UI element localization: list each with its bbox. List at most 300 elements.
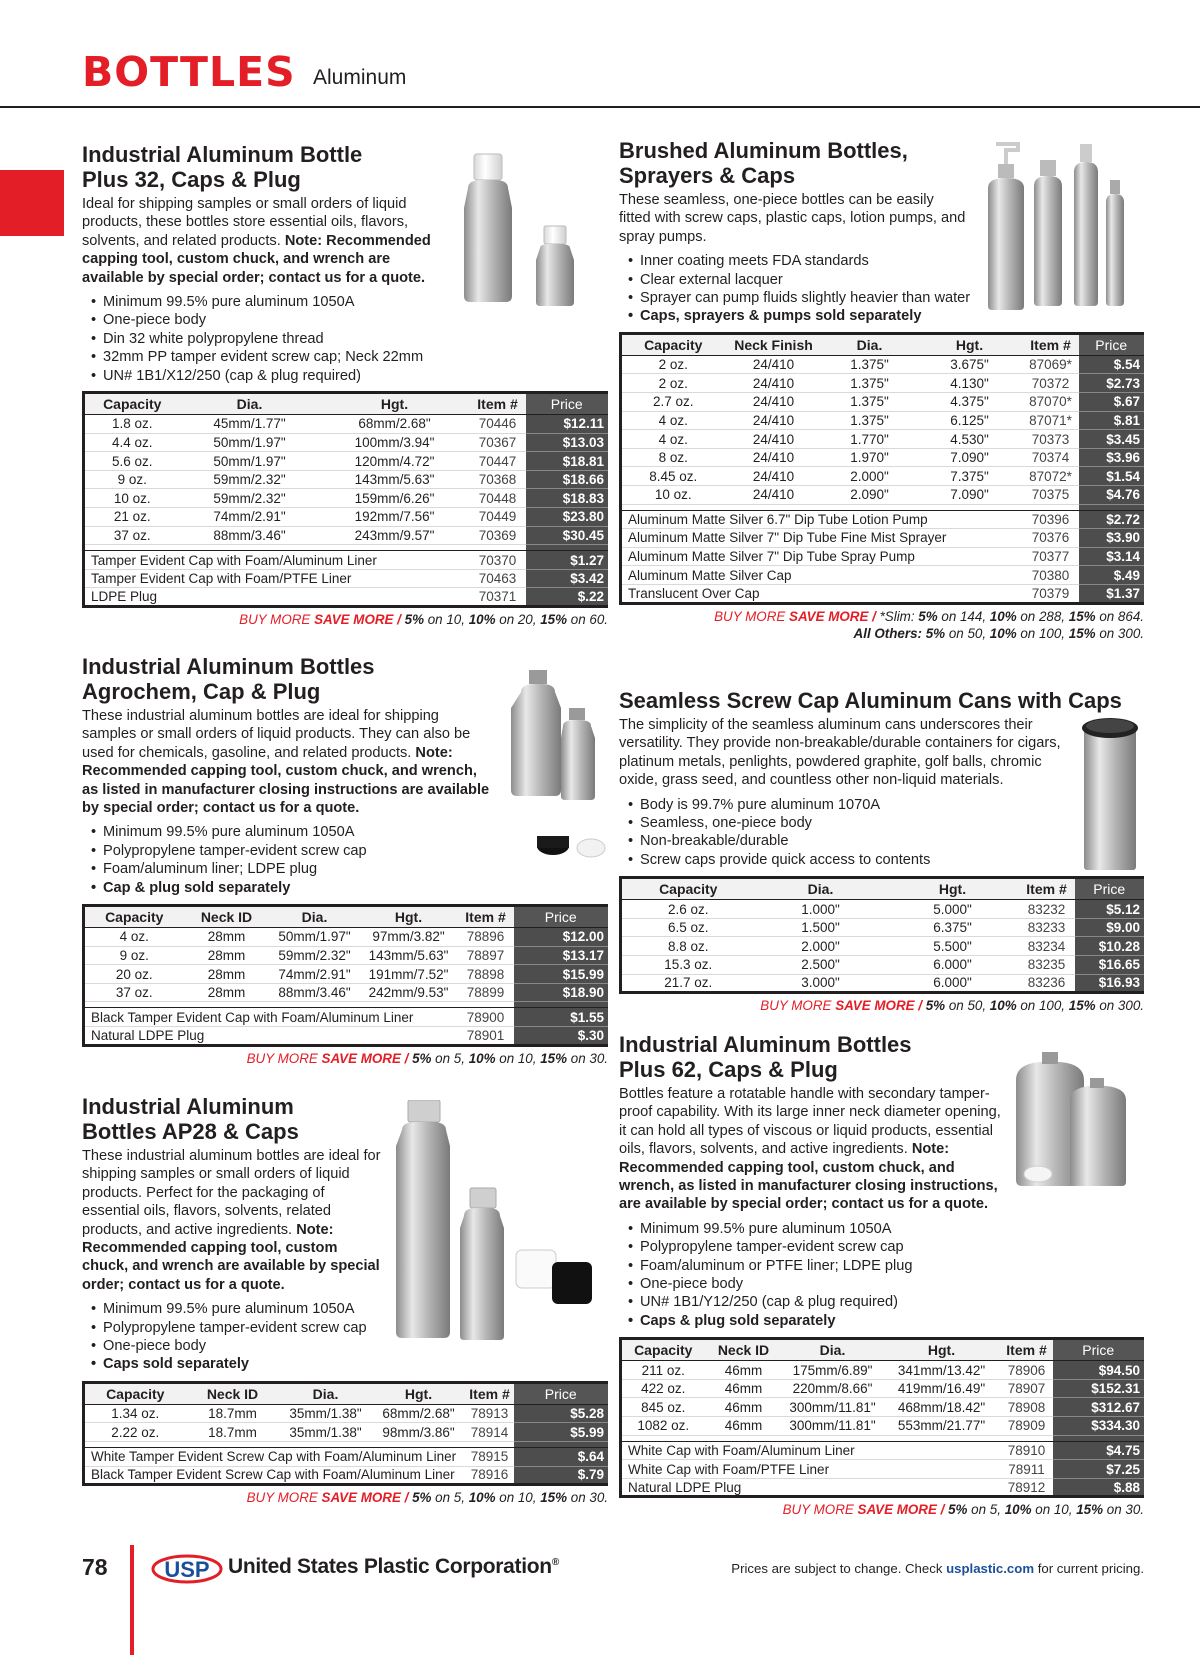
text-span: Prices are subject to change. Check	[731, 1561, 943, 1576]
spec-table	[82, 904, 608, 1047]
feature-list	[628, 796, 1144, 870]
bottle-plus32-image	[460, 148, 600, 308]
table-cell: 46mm	[705, 1417, 783, 1436]
feature-item: • Caps sold separately	[91, 1355, 391, 1373]
text-span: The simplicity of the seamless aluminum cans underscores their versatility. They provide non-breakable/durable containers for cigars, platinum metals, penlights, powdered graphite, golf balls, chromic oxide, grass seed, and countless other non-liquid materials.	[619, 717, 1061, 789]
text-span: Note: Recommended capping tool, custom chuck, and wrench are available by special order; contact us for a quote.	[82, 232, 431, 286]
feature-item: • Seamless, one-piece body	[628, 814, 1144, 832]
text-span: 15%	[540, 612, 568, 627]
text-span: on 5,	[435, 1050, 465, 1066]
table-cell: Translucent Over Cap	[621, 584, 1023, 603]
item-number-cell: 70448	[470, 489, 526, 508]
table-cell: 553mm/21.77"	[883, 1417, 1001, 1436]
text-span: Bottles AP28 & Caps	[82, 1119, 299, 1144]
volume-discount	[82, 1489, 608, 1506]
table-cell: 6.5 oz.	[621, 918, 755, 937]
table-row	[621, 448, 1145, 467]
column-header: Price	[526, 393, 609, 415]
text-span: Plus 62, Caps & Plug	[619, 1057, 838, 1082]
feature-item: • 32mm PP tamper evident screw cap; Neck 22mm	[91, 348, 608, 366]
table-cell: 100mm/3.94"	[320, 433, 470, 452]
section-description	[82, 195, 437, 287]
price-cell: $.64	[514, 1448, 609, 1467]
price-cell: $3.45	[1079, 430, 1145, 449]
table-cell: 4.130"	[917, 374, 1023, 393]
price-cell: $.22	[526, 588, 609, 607]
column-header: Neck ID	[186, 1382, 280, 1404]
table-row	[621, 393, 1145, 412]
item-number-cell: 70449	[470, 508, 526, 527]
table-row	[84, 906, 609, 928]
table-cell: 9 oz.	[84, 470, 180, 489]
table-cell: Aluminum Matte Silver Cap	[621, 566, 1023, 585]
table-cell: 74mm/2.91"	[180, 508, 320, 527]
accessory-row	[621, 1441, 1145, 1460]
item-number-cell: 70368	[470, 470, 526, 489]
table-cell: 9 oz.	[84, 946, 184, 965]
table-cell: 120mm/4.72"	[320, 452, 470, 471]
text-span: on 30.	[1106, 1502, 1144, 1518]
table-cell: 2.500"	[755, 956, 887, 975]
table-cell: 1.375"	[823, 355, 917, 374]
table-row	[84, 526, 609, 545]
item-number-cell: 78914	[466, 1423, 514, 1442]
text-span: BUY MORE	[239, 612, 311, 627]
table-cell: 468mm/18.42"	[883, 1398, 1001, 1417]
table-cell: 8.8 oz.	[621, 937, 755, 956]
table-cell: 35mm/1.38"	[280, 1423, 372, 1442]
table-cell: 4.4 oz.	[84, 433, 180, 452]
item-number-cell: 78898	[458, 965, 514, 984]
spec-table	[619, 332, 1144, 605]
price-cell: $16.93	[1075, 974, 1145, 993]
accessory-row	[621, 566, 1145, 585]
table-cell: Black Tamper Evident Cap with Foam/Aluminum Liner	[84, 1008, 458, 1027]
price-cell: $12.11	[526, 415, 609, 434]
bottle-plus62-image	[1010, 1050, 1140, 1190]
price-cell: $312.67	[1053, 1398, 1145, 1417]
item-number-cell: 70380	[1023, 566, 1079, 585]
text-span: 10%	[989, 998, 1017, 1014]
item-number-cell: 78896	[458, 928, 514, 947]
price-cell: $5.12	[1075, 900, 1145, 919]
volume-discount	[619, 1501, 1144, 1518]
table-row	[621, 1398, 1145, 1417]
text-span: on 30.	[570, 1490, 608, 1506]
table-cell: 211 oz.	[621, 1361, 705, 1380]
table-cell: 88mm/3.46"	[270, 983, 360, 1002]
feature-item: • Sprayer can pump fluids slightly heavier than water	[628, 289, 978, 307]
text-span: These industrial aluminum bottles are ideal for shipping samples or small orders of liquid products. They can also be used for chemicals, gasoline, and related products.	[82, 708, 471, 761]
usp-logo-icon	[150, 1552, 224, 1586]
feature-item: • Din 32 white polypropylene thread	[91, 330, 608, 348]
table-cell: 35mm/1.38"	[280, 1404, 372, 1423]
item-number-cell: 78897	[458, 946, 514, 965]
table-cell: 1.8 oz.	[84, 415, 180, 434]
feature-item: • Inner coating meets FDA standards	[628, 252, 978, 270]
price-cell: $9.00	[1075, 918, 1145, 937]
section-description	[619, 716, 1069, 790]
table-cell: 97mm/3.82"	[360, 928, 458, 947]
column-header: Price	[1079, 333, 1145, 355]
table-row	[84, 393, 609, 415]
table-cell: 21 oz.	[84, 508, 180, 527]
table-cell: 143mm/5.63"	[320, 470, 470, 489]
table-cell: 7.090"	[917, 448, 1023, 467]
accessory-row	[621, 529, 1145, 548]
price-cell: $.30	[514, 1027, 609, 1046]
accessory-row	[84, 551, 609, 570]
price-cell: $.49	[1079, 566, 1145, 585]
table-cell: 4 oz.	[621, 430, 725, 449]
accessory-row	[84, 1466, 609, 1485]
price-cell: $4.76	[1079, 486, 1145, 505]
text-span: on 100,	[1020, 998, 1066, 1014]
table-cell: 422 oz.	[621, 1379, 705, 1398]
section-description	[619, 191, 969, 246]
text-span: Industrial Aluminum	[82, 1094, 294, 1119]
table-cell: 1.375"	[823, 393, 917, 412]
column-header: Hgt.	[883, 1339, 1001, 1361]
text-span: on 144,	[941, 608, 987, 624]
feature-item: • Polypropylene tamper-evident screw cap	[628, 1238, 1144, 1256]
table-cell: 20 oz.	[84, 965, 184, 984]
table-cell: 28mm	[184, 946, 270, 965]
item-number-cell: 78901	[458, 1027, 514, 1046]
table-cell: 4.375"	[917, 393, 1023, 412]
table-cell: Aluminum Matte Silver 7" Dip Tube Spray Pump	[621, 547, 1023, 566]
text-span: SAVE MORE /	[857, 1502, 945, 1518]
text-span: 5%	[925, 625, 946, 641]
item-number-cell: 87072*	[1023, 467, 1079, 486]
column-header: Neck Finish	[725, 333, 823, 355]
price-cell: $4.75	[1053, 1441, 1145, 1460]
feature-item: • Cap & plug sold separately	[91, 879, 608, 897]
table-cell: 24/410	[725, 411, 823, 430]
text-span: on 864.	[1099, 608, 1144, 624]
table-cell: 50mm/1.97"	[180, 433, 320, 452]
column-header: Dia.	[180, 393, 320, 415]
column-header: Hgt.	[320, 393, 470, 415]
column-header: Hgt.	[360, 906, 458, 928]
text-span: 15%	[1068, 608, 1096, 624]
company-name	[228, 1555, 559, 1579]
item-number-cell: 78907	[1001, 1379, 1053, 1398]
text-span: BUY MORE	[782, 1502, 854, 1518]
table-cell: 2.22 oz.	[84, 1423, 186, 1442]
table-cell: 191mm/7.52"	[360, 965, 458, 984]
text-span: Ideal for shipping samples or small orders of liquid products, these bottles store essential oils, flavors, solvents, and related products.	[82, 196, 409, 249]
price-cell: $5.99	[514, 1423, 609, 1442]
usp-logo-text: USP	[164, 1557, 210, 1582]
column-header: Capacity	[621, 878, 755, 900]
table-row	[84, 470, 609, 489]
table-cell: 18.7mm	[186, 1404, 280, 1423]
table-cell: 98mm/3.86"	[372, 1423, 466, 1442]
usplastic-link[interactable]: usplastic.com	[946, 1561, 1035, 1576]
column-header: Dia.	[270, 906, 360, 928]
feature-item: • Screw caps provide quick access to contents	[628, 851, 1144, 869]
column-header: Neck ID	[705, 1339, 783, 1361]
column-header: Price	[1053, 1339, 1145, 1361]
table-cell: Tamper Evident Cap with Foam/Aluminum Liner	[84, 551, 470, 570]
table-cell: 24/410	[725, 393, 823, 412]
pricing-note	[731, 1561, 1144, 1576]
table-row	[84, 965, 609, 984]
text-span: 5%	[412, 1050, 432, 1066]
table-cell: 28mm	[184, 965, 270, 984]
item-number-cell: 87070*	[1023, 393, 1079, 412]
column-header: Item #	[1023, 333, 1079, 355]
item-number-cell: 83235	[1019, 956, 1075, 975]
section-tab-marker	[0, 170, 64, 236]
table-row	[621, 1379, 1145, 1398]
item-number-cell: 83233	[1019, 918, 1075, 937]
text-span: 10%	[468, 612, 496, 627]
item-number-cell: 70463	[470, 569, 526, 588]
page-number: 78	[82, 1554, 108, 1580]
text-span: on 288,	[1020, 608, 1066, 624]
text-span: 15%	[1076, 1502, 1104, 1518]
section-description	[619, 1085, 1009, 1214]
table-cell: Tamper Evident Cap with Foam/PTFE Liner	[84, 569, 470, 588]
table-cell: 28mm	[184, 928, 270, 947]
table-cell: 74mm/2.91"	[270, 965, 360, 984]
price-cell: $152.31	[1053, 1379, 1145, 1398]
price-cell: $16.65	[1075, 956, 1145, 975]
table-cell: 50mm/1.97"	[270, 928, 360, 947]
table-cell: 7.090"	[917, 486, 1023, 505]
table-cell: 175mm/6.89"	[783, 1361, 883, 1380]
table-cell: 4 oz.	[84, 928, 184, 947]
bottle-ap28-image	[388, 1100, 608, 1340]
text-span: 10%	[1004, 1502, 1032, 1518]
item-number-cell: 70379	[1023, 584, 1079, 603]
text-span: on 50,	[948, 625, 987, 641]
table-cell: 1.375"	[823, 411, 917, 430]
spec-table	[82, 1381, 608, 1486]
text-span: SAVE MORE /	[321, 1490, 409, 1506]
table-row	[84, 1382, 609, 1404]
text-span: on 300.	[1099, 998, 1144, 1014]
text-span: BUY MORE	[714, 608, 786, 624]
text-span: These industrial aluminum bottles are ideal for shipping samples or small orders of liquid products. Perfect for the packaging of essential oils, flavors, solvents, related products, and active ingredients.	[82, 1148, 381, 1238]
table-row	[621, 430, 1145, 449]
feature-item: • UN# 1B1/Y12/250 (cap & plug required)	[628, 1293, 1144, 1311]
text-span: BUY MORE	[246, 1490, 318, 1506]
table-cell: 10 oz.	[84, 489, 180, 508]
item-number-cell: 78915	[466, 1448, 514, 1467]
feature-item: • Caps, sprayers & pumps sold separately	[628, 307, 978, 325]
price-cell: $3.96	[1079, 448, 1145, 467]
accessory-row	[621, 547, 1145, 566]
price-cell: $2.73	[1079, 374, 1145, 393]
section-description	[82, 1147, 382, 1294]
table-cell: White Tamper Evident Screw Cap with Foam/Aluminum Liner	[84, 1448, 466, 1467]
table-cell: White Cap with Foam/PTFE Liner	[621, 1460, 1001, 1479]
price-cell: $3.14	[1079, 547, 1145, 566]
feature-item: • UN# 1B1/X12/250 (cap & plug required)	[91, 367, 608, 385]
table-cell: 21.7 oz.	[621, 974, 755, 993]
brushed-bottles-image	[978, 140, 1138, 312]
table-cell: 15.3 oz.	[621, 956, 755, 975]
table-row	[621, 486, 1145, 505]
price-cell: $18.81	[526, 452, 609, 471]
column-header: Price	[514, 906, 609, 928]
page-subtitle: Aluminum	[313, 66, 407, 89]
item-number-cell: 70373	[1023, 430, 1079, 449]
text-span: Note: Recommended capping tool, custom chuck, and wrench, as listed in manufacturer closing instructions are available by special order; contact us for a quote.	[82, 744, 490, 817]
text-span: 15%	[540, 1490, 568, 1506]
text-span: 10%	[468, 1050, 496, 1066]
item-number-cell: 70376	[1023, 529, 1079, 548]
volume-discount	[619, 608, 1144, 642]
table-row	[621, 937, 1145, 956]
table-row	[84, 508, 609, 527]
table-cell: 28mm	[184, 983, 270, 1002]
price-cell: $.54	[1079, 355, 1145, 374]
accessory-row	[84, 1448, 609, 1467]
column-header: Dia.	[783, 1339, 883, 1361]
text-span: 5%	[918, 608, 938, 624]
feature-item: • Non-breakable/durable	[628, 832, 1144, 850]
column-header: Capacity	[621, 333, 725, 355]
table-cell: 24/410	[725, 430, 823, 449]
table-cell: 18.7mm	[186, 1423, 280, 1442]
table-cell: 1.000"	[755, 900, 887, 919]
table-cell: 300mm/11.81"	[783, 1417, 883, 1436]
table-cell: 1.34 oz.	[84, 1404, 186, 1423]
table-row	[621, 411, 1145, 430]
column-header: Price	[514, 1382, 609, 1404]
text-span: SAVE MORE /	[321, 1050, 409, 1066]
table-cell: 3.675"	[917, 355, 1023, 374]
item-number-cell: 70372	[1023, 374, 1079, 393]
table-cell: 37 oz.	[84, 526, 180, 545]
item-number-cell: 83236	[1019, 974, 1075, 993]
table-row	[84, 946, 609, 965]
accessory-row	[84, 588, 609, 607]
text-span: 10%	[989, 625, 1017, 641]
accessory-row	[621, 510, 1145, 529]
text-span: Note: Recommended capping tool, custom chuck, and wrench are available by special order; contact us for a quote.	[82, 1221, 380, 1293]
header-rule	[0, 106, 1200, 108]
table-cell: 68mm/2.68"	[320, 415, 470, 434]
item-number-cell: 70367	[470, 433, 526, 452]
table-row	[621, 878, 1145, 900]
column-header: Capacity	[84, 906, 184, 928]
text-span: BUY MORE	[760, 998, 832, 1014]
item-number-cell: 78910	[1001, 1441, 1053, 1460]
price-cell: $18.90	[514, 983, 609, 1002]
item-number-cell: 87071*	[1023, 411, 1079, 430]
price-cell: $1.55	[514, 1008, 609, 1027]
table-row	[621, 974, 1145, 993]
column-header: Capacity	[84, 1382, 186, 1404]
column-header: Price	[1075, 878, 1145, 900]
table-cell: LDPE Plug	[84, 588, 470, 607]
feature-item: • One-piece body	[91, 311, 608, 329]
text-span: SAVE MORE /	[789, 608, 876, 624]
table-cell: 24/410	[725, 448, 823, 467]
table-cell: 8.45 oz.	[621, 467, 725, 486]
price-cell: $3.90	[1079, 529, 1145, 548]
text-span: Industrial Aluminum Bottles	[619, 1032, 912, 1057]
table-cell: 8 oz.	[621, 448, 725, 467]
table-cell: Natural LDPE Plug	[84, 1027, 458, 1046]
item-number-cell: 83234	[1019, 937, 1075, 956]
price-cell: $3.42	[526, 569, 609, 588]
text-span: 10%	[468, 1490, 496, 1506]
column-header: Dia.	[280, 1382, 372, 1404]
accessory-row	[84, 1008, 609, 1027]
table-row	[84, 433, 609, 452]
accessory-row	[84, 569, 609, 588]
table-cell: 45mm/1.77"	[180, 415, 320, 434]
item-number-cell: 70371	[470, 588, 526, 607]
price-cell: $18.83	[526, 489, 609, 508]
price-cell: $1.37	[1079, 584, 1145, 603]
table-cell: 46mm	[705, 1379, 783, 1398]
text-span: on 60.	[570, 612, 608, 627]
feature-item: • Foam/aluminum or PTFE liner; LDPE plug	[628, 1257, 1144, 1275]
price-cell: $.67	[1079, 393, 1145, 412]
text-span: 5%	[412, 1490, 432, 1506]
text-span: Bottles feature a rotatable handle with secondary tamper-proof capability. With its large inner neck diameter opening, it can hold all types of viscous or liquid products, essential oils, flavors, solvents, and active ingredients.	[619, 1086, 1001, 1158]
seamless-can-image	[1076, 716, 1146, 876]
column-header: Item #	[470, 393, 526, 415]
column-header: Dia.	[755, 878, 887, 900]
table-cell: 24/410	[725, 467, 823, 486]
item-number-cell: 70375	[1023, 486, 1079, 505]
table-row	[84, 928, 609, 947]
text-span: 10%	[989, 608, 1017, 624]
feature-item: • Caps & plug sold separately	[628, 1312, 1144, 1330]
feature-item: • One-piece body	[628, 1275, 1144, 1293]
price-cell: $334.30	[1053, 1417, 1145, 1436]
feature-item: • Minimum 99.5% pure aluminum 1050A	[91, 293, 608, 311]
price-cell: $12.00	[514, 928, 609, 947]
text-span: on 5,	[971, 1502, 1001, 1518]
column-header: Neck ID	[184, 906, 270, 928]
spec-table	[82, 391, 608, 608]
column-header: Hgt.	[372, 1382, 466, 1404]
price-cell: $7.25	[1053, 1460, 1145, 1479]
table-row	[84, 489, 609, 508]
item-number-cell: 70446	[470, 415, 526, 434]
text-span: on 10,	[1035, 1502, 1073, 1518]
text-span: on 100,	[1020, 625, 1066, 641]
price-cell: $10.28	[1075, 937, 1145, 956]
table-cell: 6.375"	[887, 918, 1019, 937]
table-cell: 59mm/2.32"	[270, 946, 360, 965]
table-cell: 2.000"	[755, 937, 887, 956]
table-row	[84, 452, 609, 471]
price-cell: $30.45	[526, 526, 609, 545]
feature-item: • Polypropylene tamper-evident screw cap	[91, 842, 608, 860]
table-cell: 50mm/1.97"	[180, 452, 320, 471]
item-number-cell: 87069*	[1023, 355, 1079, 374]
table-cell: 6.125"	[917, 411, 1023, 430]
table-cell: 10 oz.	[621, 486, 725, 505]
item-number-cell: 78909	[1001, 1417, 1053, 1436]
text-span: 5%	[404, 612, 424, 627]
item-number-cell: 70370	[470, 551, 526, 570]
spec-table	[619, 1337, 1144, 1498]
feature-item: • Polypropylene tamper-evident screw cap	[91, 1319, 391, 1337]
accessory-row	[621, 584, 1145, 603]
item-number-cell: 78912	[1001, 1478, 1053, 1497]
